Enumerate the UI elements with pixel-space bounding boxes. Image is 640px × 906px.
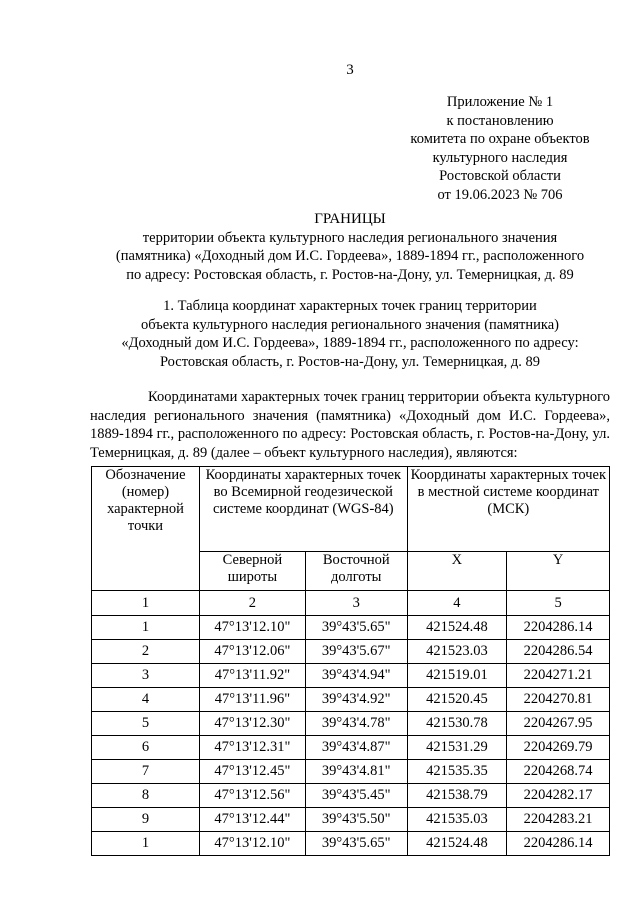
header-point-id: Обозначение (номер) характерной точки xyxy=(92,467,200,591)
header-north-latitude: Северной широты xyxy=(199,552,305,591)
table-cell: 1 xyxy=(92,832,200,856)
table-row xyxy=(92,664,610,688)
table-cell: 2204268.74 xyxy=(507,760,610,784)
section-line: объекта культурного наследия регионального значения (памятника) xyxy=(140,316,560,333)
table-cell: 9 xyxy=(92,808,200,832)
table-cell: 2204269.79 xyxy=(507,736,610,760)
table-cell: 2204286.54 xyxy=(507,640,610,664)
table-cell: 421524.48 xyxy=(407,832,507,856)
table-cell: 2 xyxy=(92,640,200,664)
table-cell: 39°43'5.50" xyxy=(305,808,407,832)
table-cell: 421535.35 xyxy=(407,760,507,784)
document-title: ГРАНИЦЫ xyxy=(314,211,386,227)
page-number: 3 xyxy=(346,62,354,78)
column-number: 2 xyxy=(199,591,305,616)
heading-line: по адресу: Ростовская область, г. Ростов-на-Дону, ул. Темерницкая, д. 89 xyxy=(126,266,574,283)
heading-line: (памятника) «Доходный дом И.С. Гордеева», 1889-1894 гг., расположенного xyxy=(115,248,585,265)
table-cell: 39°43'4.81" xyxy=(305,760,407,784)
appendix-block xyxy=(380,93,620,205)
table-cell: 47°13'12.45" xyxy=(199,760,305,784)
column-number: 3 xyxy=(305,591,407,616)
coordinates-table xyxy=(91,466,610,856)
column-number-row xyxy=(92,591,610,616)
appendix-line: к постановлению xyxy=(446,112,554,129)
table-cell: 39°43'4.87" xyxy=(305,736,407,760)
table-cell: 3 xyxy=(92,664,200,688)
appendix-line: Ростовской области xyxy=(439,168,561,185)
table-cell: 2204286.14 xyxy=(507,832,610,856)
table-cell: 421538.79 xyxy=(407,784,507,808)
table-row xyxy=(92,616,610,640)
table-cell: 2204267.95 xyxy=(507,712,610,736)
table-cell: 47°13'12.10" xyxy=(199,832,305,856)
heading-line: территории объекта культурного наследия регионального значения xyxy=(142,229,558,246)
column-number: 5 xyxy=(507,591,610,616)
header-y: Y xyxy=(507,552,610,591)
appendix-line: культурного наследия xyxy=(432,149,568,166)
table-cell: 421524.48 xyxy=(407,616,507,640)
table-cell: 7 xyxy=(92,760,200,784)
table-cell: 421523.03 xyxy=(407,640,507,664)
intro-paragraph: Координатами характерных точек границ территории объекта культурного наследия регионального значения (памятника) «Доходный дом И.С. Гордеева», 1889-1894 гг., расположенного по адресу: Ростовская область, г. Ростов-на-Дону, ул. Темерницкая, д. 89 (далее – объект культурного наследия), являются: xyxy=(90,389,610,461)
table-cell: 47°13'12.31" xyxy=(199,736,305,760)
table-cell: 2204270.81 xyxy=(507,688,610,712)
table-cell: 39°43'5.65" xyxy=(305,616,407,640)
table-cell: 1 xyxy=(92,616,200,640)
appendix-line: от 19.06.2023 № 706 xyxy=(437,186,563,203)
table-cell: 2204283.21 xyxy=(507,808,610,832)
section-line: Ростовская область, г. Ростов-на-Дону, ул. Темерницкая, д. 89 xyxy=(159,353,541,370)
table-cell: 47°13'12.30" xyxy=(199,712,305,736)
appendix-line: комитета по охране объектов xyxy=(410,131,590,148)
table-cell: 6 xyxy=(92,736,200,760)
table-row xyxy=(92,760,610,784)
table-row xyxy=(92,808,610,832)
table-row xyxy=(92,712,610,736)
table-cell: 2204286.14 xyxy=(507,616,610,640)
table-cell: 47°13'12.06" xyxy=(199,640,305,664)
table-cell: 39°43'5.65" xyxy=(305,832,407,856)
table-cell: 47°13'11.92" xyxy=(199,664,305,688)
table-cell: 421519.01 xyxy=(407,664,507,688)
section-line: «Доходный дом И.С. Гордеева», 1889-1894 гг., расположенного по адресу: xyxy=(121,335,579,352)
table-body xyxy=(92,591,610,856)
table-cell: 8 xyxy=(92,784,200,808)
table-cell: 39°43'4.92" xyxy=(305,688,407,712)
table-row xyxy=(92,688,610,712)
table-cell: 421531.29 xyxy=(407,736,507,760)
header-wgs84: Координаты характерных точек во Всемирной геодезической системе координат (WGS-84) xyxy=(199,467,407,552)
table-cell: 421530.78 xyxy=(407,712,507,736)
header-x: X xyxy=(407,552,507,591)
header-msk: Координаты характерных точек в местной системе координат (МСК) xyxy=(407,467,609,552)
table-row xyxy=(92,832,610,856)
table-cell: 2204271.21 xyxy=(507,664,610,688)
table-cell: 47°13'12.44" xyxy=(199,808,305,832)
table-cell: 47°13'12.56" xyxy=(199,784,305,808)
appendix-line: Приложение № 1 xyxy=(446,94,554,110)
table-row xyxy=(92,784,610,808)
table-cell: 39°43'5.45" xyxy=(305,784,407,808)
table-cell: 421520.45 xyxy=(407,688,507,712)
table-cell: 2204282.17 xyxy=(507,784,610,808)
table-row xyxy=(92,640,610,664)
table-cell: 39°43'5.67" xyxy=(305,640,407,664)
table-cell: 421535.03 xyxy=(407,808,507,832)
table-cell: 5 xyxy=(92,712,200,736)
header-east-longitude: Восточной долготы xyxy=(305,552,407,591)
table-cell: 39°43'4.94" xyxy=(305,664,407,688)
column-number: 4 xyxy=(407,591,507,616)
table-row xyxy=(92,736,610,760)
section-heading xyxy=(90,297,610,371)
section-line: 1. Таблица координат характерных точек границ территории xyxy=(163,298,537,314)
column-number: 1 xyxy=(92,591,200,616)
table-cell: 4 xyxy=(92,688,200,712)
table-cell: 39°43'4.78" xyxy=(305,712,407,736)
document-heading xyxy=(90,210,610,284)
table-cell: 47°13'11.96" xyxy=(199,688,305,712)
table-cell: 47°13'12.10" xyxy=(199,616,305,640)
